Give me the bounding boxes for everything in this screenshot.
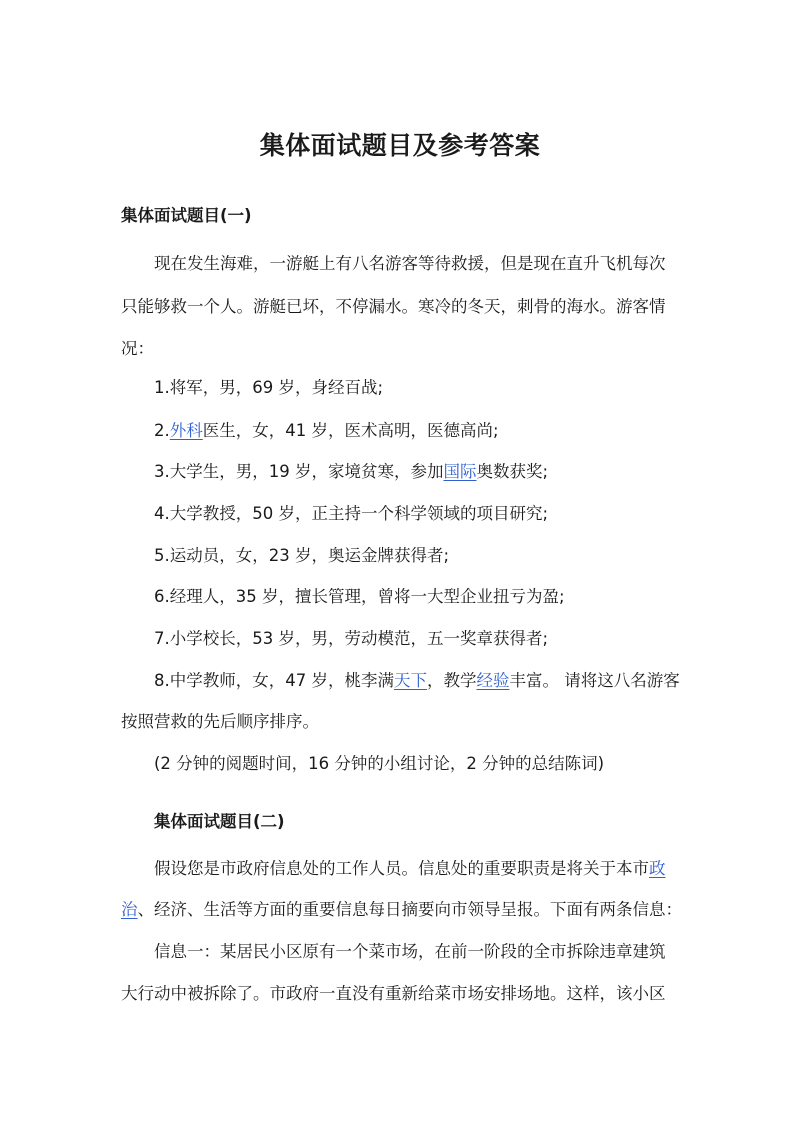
- document-title: 集体面试题目及参考答案: [259, 131, 541, 160]
- list-item-8-line2: 按照营救的先后顺序排序。: [121, 712, 319, 731]
- list-item-3-rest: 奥数获奖;: [476, 462, 549, 481]
- link-international[interactable]: 国际: [443, 462, 477, 481]
- section2-para1-line2-text: 、经济、生活等方面的重要信息每日摘要向市领导呈报。下面有两条信息：: [137, 900, 682, 919]
- section1-intro-line2: 只能够救一个人。游艇已坏，不停漏水。寒冷的冬天，刺骨的海水。游客情: [121, 297, 666, 316]
- list-item-6: 6.经理人，35 岁，擅长管理，曾将一大型企业扭亏为盈;: [154, 587, 565, 606]
- list-item-3-prefix: 3.大学生，男，19 岁，家境贫寒，参加: [154, 462, 444, 481]
- section2-info1-line2: 大行动中被拆除了。市政府一直没有重新给菜市场安排场地。这样，该小区: [121, 984, 666, 1003]
- list-item-3: [154, 460, 548, 484]
- section2-info1-line1: 信息一：某居民小区原有一个菜市场，在前一阶段的全市拆除违章建筑: [154, 942, 666, 961]
- list-item-2-prefix: 2.: [154, 421, 170, 440]
- link-politics-part2[interactable]: 治: [121, 900, 138, 919]
- list-item-7: 7.小学校长，53 岁，男，劳动模范，五一奖章获得者;: [154, 629, 549, 648]
- list-item-2-rest: 医生，女，41 岁，医术高明，医德高尚;: [202, 421, 499, 440]
- section2-para1-line2: [121, 898, 682, 922]
- list-item-5: 5.运动员，女，23 岁，奥运金牌获得者;: [154, 546, 450, 565]
- list-item-8-rest: 丰富。 请将这八名游客: [509, 671, 680, 690]
- link-politics-part1[interactable]: 政: [649, 859, 666, 878]
- section1-intro-line1: 现在发生海难，一游艇上有八名游客等待救援，但是现在直升飞机每次: [154, 254, 666, 273]
- timing-note: (2 分钟的阅题时间，16 分钟的小组讨论，2 分钟的总结陈词): [154, 754, 605, 773]
- section1-intro-line3: 况：: [121, 339, 154, 358]
- link-experience[interactable]: 经验: [476, 671, 510, 690]
- section2-heading: 集体面试题目(二): [154, 812, 285, 831]
- section2-para1-line1: [154, 857, 666, 881]
- list-item-2: [154, 419, 499, 443]
- list-item-8-mid: ，教学: [426, 671, 477, 690]
- link-surgery[interactable]: 外科: [169, 421, 203, 440]
- list-item-1: 1.将军，男，69 岁，身经百战;: [154, 378, 384, 397]
- list-item-4: 4.大学教授，50 岁，正主持一个科学领域的项目研究;: [154, 504, 549, 523]
- list-item-8-prefix: 8.中学教师，女，47 岁，桃李满: [154, 671, 394, 690]
- section1-heading: 集体面试题目(一): [121, 206, 252, 225]
- section2-para1-text: 假设您是市政府信息处的工作人员。信息处的重要职责是将关于本市: [154, 859, 649, 878]
- link-tianxia[interactable]: 天下: [393, 671, 427, 690]
- list-item-8: [154, 669, 680, 693]
